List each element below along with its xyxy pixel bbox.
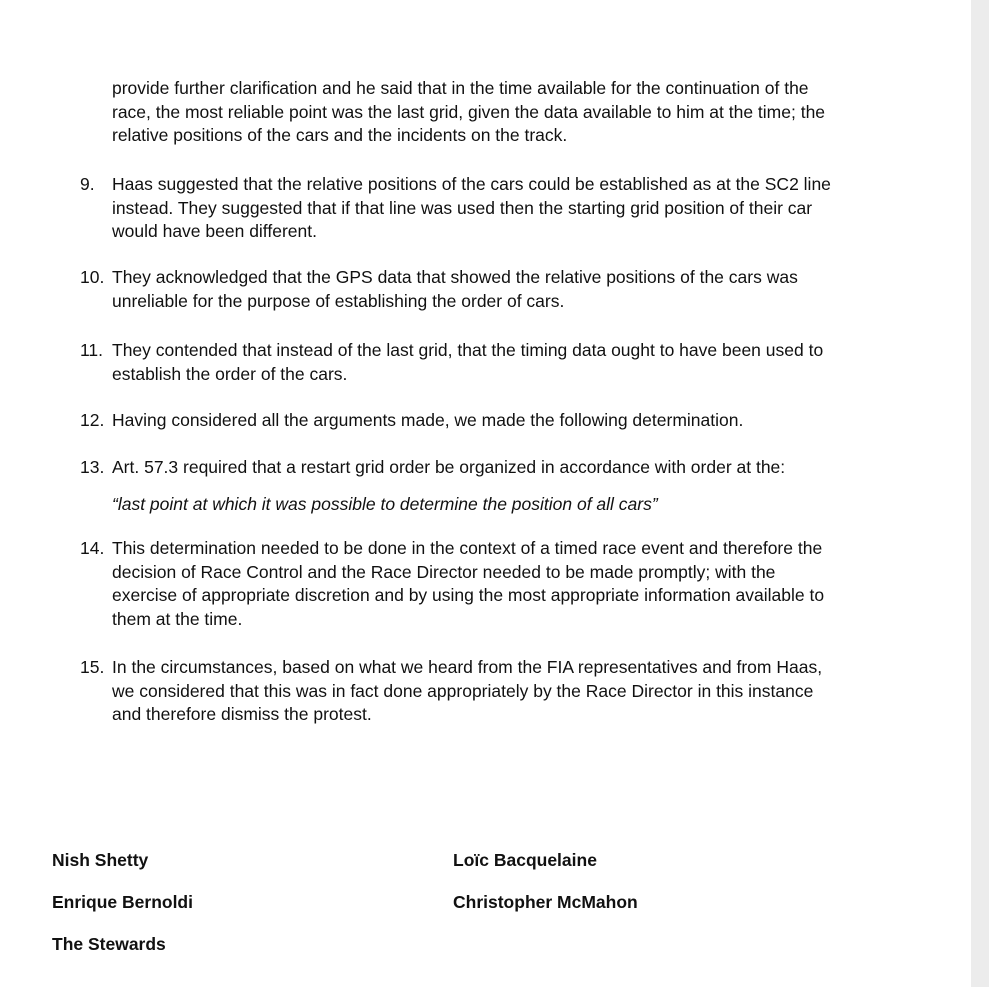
signatory-name: Enrique Bernoldi [52,892,193,912]
item-number: 13. [80,457,105,477]
item-text: Haas suggested that the relative positions of the cars could be established as at the SC2 line instead. They suggested that if that line was used then the starting grid position of their car would have been different. [112,174,831,241]
item-number: 10. [80,267,105,287]
item-text: They contended that instead of the last grid, that the timing data ought to have been used to establish the order of the cars. [112,340,824,384]
viewer-margin [971,0,989,987]
item-number: 9. [80,174,95,194]
item-number: 11. [80,340,104,360]
item-text: Art. 57.3 required that a restart grid order be organized in accordance with order at the: [112,457,786,477]
continuation-paragraph: provide further clarification and he said that in the time available for the continuation of the race, the most reliable point was the last grid, given the data available to him at the time; the relative positions of the cars and the incidents on the track. [112,78,826,145]
item-text: Having considered all the arguments made, we made the following determination. [112,410,744,430]
signatory-name: Christopher McMahon [453,892,638,912]
signatory-name: Loïc Bacquelaine [453,850,597,870]
item-text: In the circumstances, based on what we heard from the FIA representatives and from Haas, we considered that this was in fact done appropriately by the Race Director in this instance and therefore dismiss the protest. [112,657,823,724]
item-text: This determination needed to be done in the context of a timed race event and therefore the decision of Race Control and the Race Director needed to be made promptly; with the exercise of appropriate discretion and by using the most appropriate information available to them at the time. [112,538,825,629]
stewards-label: The Stewards [52,934,166,954]
item-text: They acknowledged that the GPS data that showed the relative positions of the cars was unreliable for the purpose of establishing the order of cars. [112,267,798,311]
item-number: 15. [80,657,105,677]
item-number: 12. [80,410,105,430]
quoted-rule-text: “last point at which it was possible to determine the position of all cars” [112,494,658,514]
signatory-name: Nish Shetty [52,850,149,870]
item-number: 14. [80,538,105,558]
